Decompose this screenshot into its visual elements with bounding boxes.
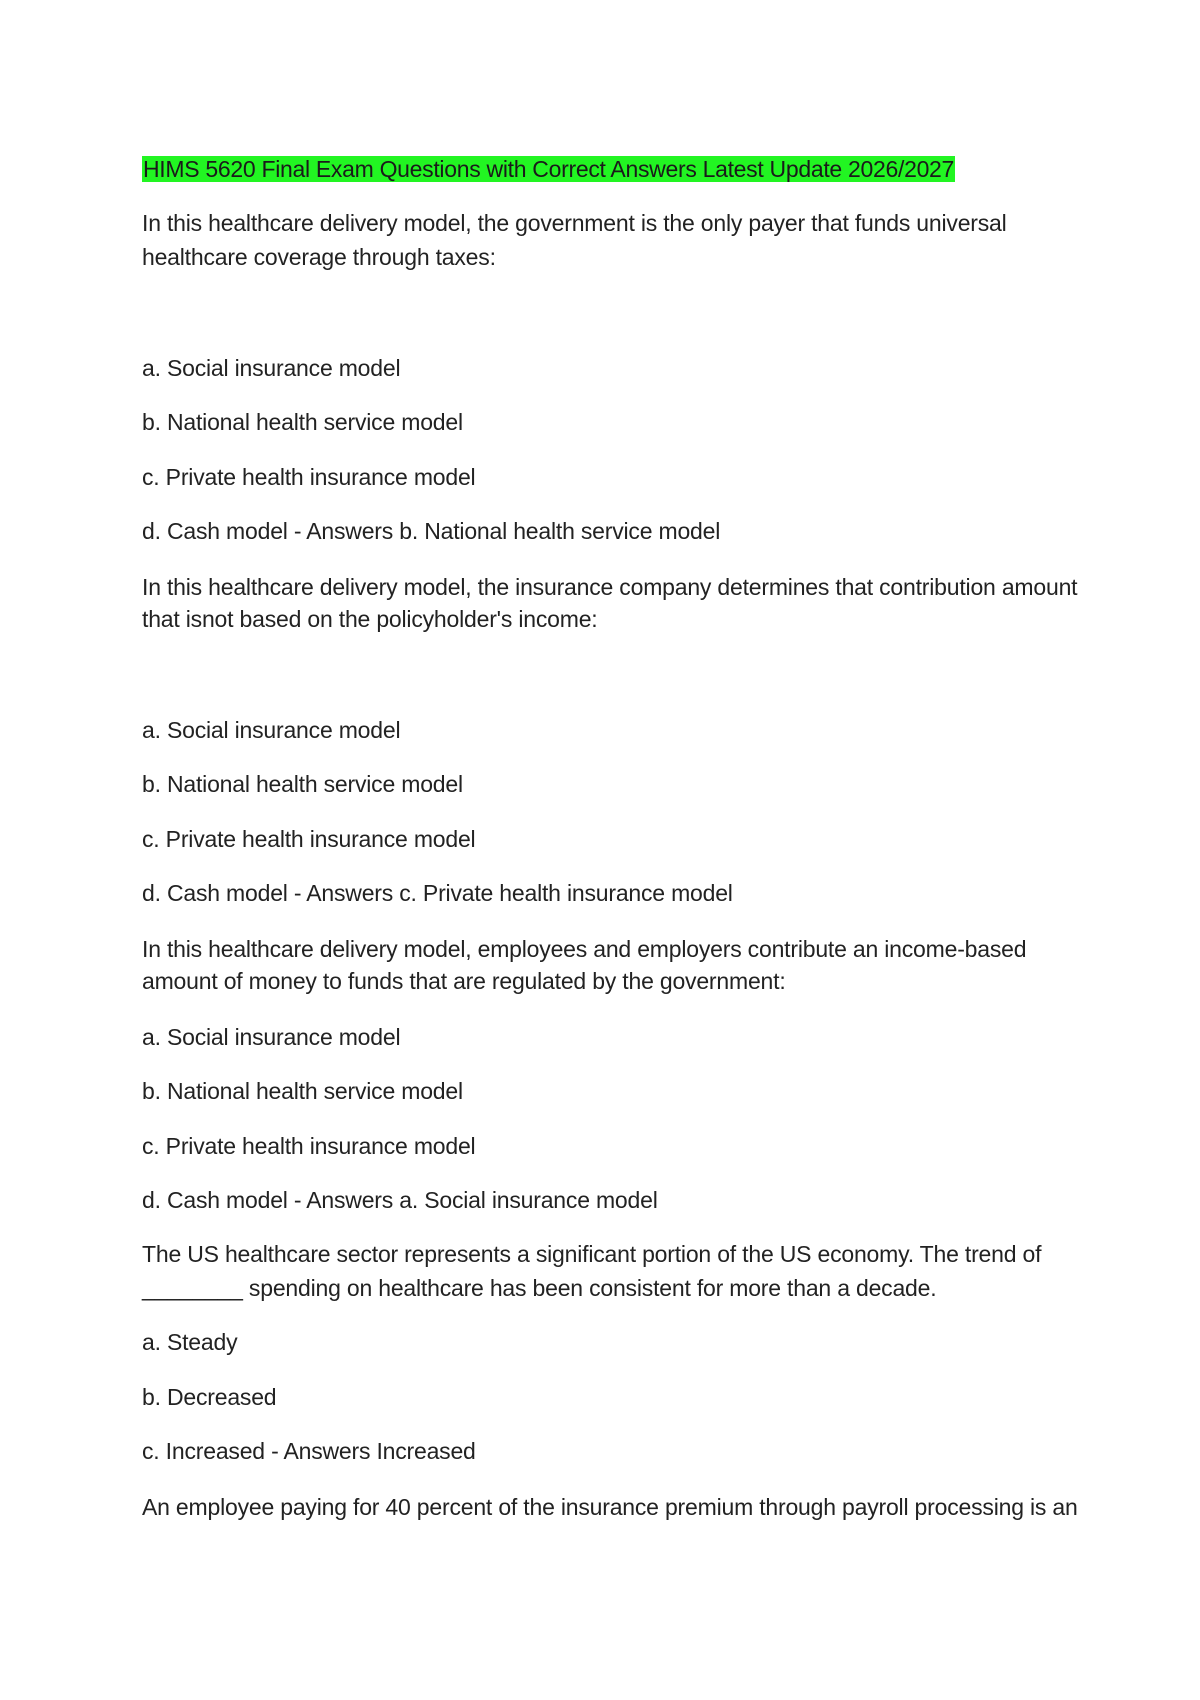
question-4-stem-line-2: ________ spending on healthcare has been consistent for more than a decade. xyxy=(142,1275,937,1301)
question-5-stem-line-1: An employee paying for 40 percent of the insurance premium through payroll processing is an xyxy=(142,1494,1078,1520)
question-3-option-c: c. Private health insurance model xyxy=(142,1133,476,1159)
question-1-stem-line-2: healthcare coverage through taxes: xyxy=(142,244,496,270)
question-4-option-a: a. Steady xyxy=(142,1329,238,1355)
question-3-option-b: b. National health service model xyxy=(142,1078,463,1104)
question-1-option-a: a. Social insurance model xyxy=(142,355,401,381)
question-2-option-d-answer: d. Cash model - Answers c. Private health insurance model xyxy=(142,880,733,906)
question-1-option-c: c. Private health insurance model xyxy=(142,464,476,490)
document-title xyxy=(142,154,955,184)
question-2-option-c: c. Private health insurance model xyxy=(142,826,476,852)
title-highlight: HIMS 5620 Final Exam Questions with Correct Answers Latest Update 2026/2027 xyxy=(143,156,955,182)
question-2-option-a: a. Social insurance model xyxy=(142,717,401,743)
question-3-stem-line-2: amount of money to funds that are regulated by the government: xyxy=(142,968,786,994)
question-4-stem-line-1: The US healthcare sector represents a significant portion of the US economy. The trend of xyxy=(142,1241,1042,1267)
question-3-option-a: a. Social insurance model xyxy=(142,1024,401,1050)
question-1-option-d-answer: d. Cash model - Answers b. National health service model xyxy=(142,518,721,544)
question-1-option-b: b. National health service model xyxy=(142,409,463,435)
question-3-stem-line-1: In this healthcare delivery model, employees and employers contribute an income-based xyxy=(142,936,1027,962)
question-2-option-b: b. National health service model xyxy=(142,771,463,797)
question-4-option-c-answer: c. Increased - Answers Increased xyxy=(142,1438,476,1464)
question-1-stem-line-1: In this healthcare delivery model, the government is the only payer that funds universal xyxy=(142,210,1007,236)
question-2-stem-line-1: In this healthcare delivery model, the insurance company determines that contribution amount xyxy=(142,574,1078,600)
question-2-stem-line-2: that isnot based on the policyholder's income: xyxy=(142,606,598,632)
question-3-option-d-answer: d. Cash model - Answers a. Social insurance model xyxy=(142,1187,658,1213)
question-4-option-b: b. Decreased xyxy=(142,1384,277,1410)
